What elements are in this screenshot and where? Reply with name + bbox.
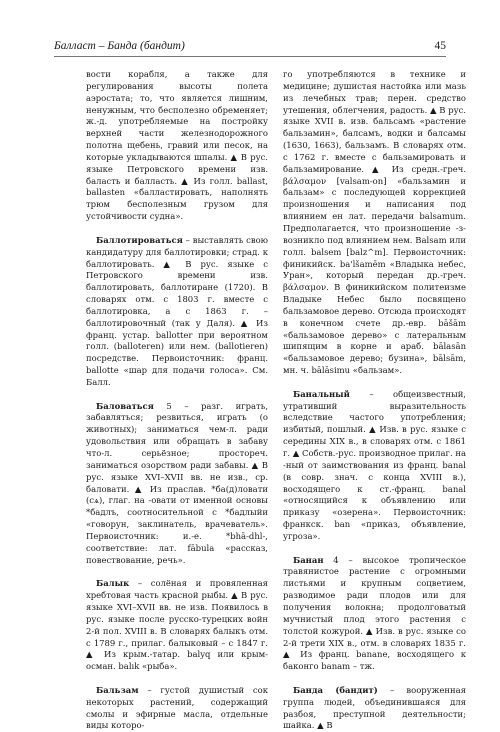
entry-text: 4 – высокое тропическое травянистое растение с огромными листьями и крупным соцветием, разводимое ради плодов или для получения волокна; продолговатый мучнистый плод этого растения с толстой кожурой. ▲ Изв. в рус. языке со 2-й трети XIX в., отм. в словарях 1835 г. ▲ Из франц. banane, восходящего к баконго banam – тж. <box>283 554 466 672</box>
dictionary-entry <box>86 401 268 567</box>
entry-text: – солёная и провяленная хребтовая часть красной рыбы. ▲ В рус. языке XVI–XVII вв. не изв. Появилось в рус. языке после русско-турецких войн 2-й пол. XVIII в. В словарях балыкъ отм. с 1789 г., прилаг. балыковый – с 1847 г. ▲ Из крым.-татар. balyq или крым-осман. balık «рыба». <box>86 578 268 672</box>
right-column <box>283 69 466 732</box>
dictionary-entry <box>86 685 268 732</box>
entry-text: – выставлять свою кандидатуру для баллотировки; страд. к баллотировать. ▲ В рус. языке с Петровского времени изв. баллотировать, баллотиране (1720). В словарях отм. с 1803 г. вместе с баллотировка, а с 1863 г. – баллотировочный (так у Даля). ▲ Из франц. устар. ballotter при вероятном голл. (balloteren) или нем. (ballotieren) посредстве. Первоисточник: франц. ballotte «шар для подачи голоса». См. Балл. <box>86 234 268 387</box>
dictionary-entry <box>283 685 466 732</box>
entry-headword: Балык <box>96 578 130 589</box>
entry-text: го употребляются в технике и медицине; душистая настойка или мазь из лечебных трав; перен. средство утешения, облегчения, радость. ▲ В рус. языке XVII в. изв. бальсамъ «растение бальзамин», балсамъ, водки и балсамы (1630, 1663), бальзамъ. В словарях отм. с 1762 г. вместе с бальзамировать и бальзамирование. ▲ Из средн.-греч. βάλσαμον [valsam-on] «бальзамин и бальзам» с последующей коррекцией произношения и написания под влиянием ен лат. передачи balsamum. Предполагается, что произношение -з- возникло под влиянием нем. Balsam или голл. balsem [balz^m]. Первоисточник: финикийск. ba'lšamēm «Владыка небес, Уран», который передан др.-греч. βάλσαμον. В финикийском политеизме Владыке Небес было посвящено бальзамовое дерево. Отсюда происходят в конечном счете др.-евр. bāšām «бальзамовое дерево» с латеральным шипящим в корне и араб. bālasān «бальзамовое дерево; бузина», bālsām, мн. ч. bālāsimu «бальзам». <box>283 69 466 376</box>
dictionary-entry <box>283 389 466 543</box>
entry-headword: Банан <box>293 554 324 565</box>
entry-text: – общеизвестный, утративший выразительность вследствие частого употребления; избитый, пошлый. ▲ Изв. в рус. языке с середины XIX в., в словарях отм. с 1861 г. ▲ Собств.-рус. производное прилаг. на -ный от заимствования из франц. banal (в совр. знач. с конца XVIII в.), восходящего к ст.-франц. banal «относящийся к объявлению или приказу «озерена». Первоисточник: франкск. ban «приказ, объявление, угроза». <box>283 388 466 541</box>
page-number: 45 <box>434 40 446 52</box>
dictionary-entry <box>283 555 466 673</box>
left-column <box>86 69 268 732</box>
entry-headword: Бальзам <box>96 684 139 695</box>
entry-text: вости корабля, а также для регулирования высоты полета аэростата; то, что является лишним, ненужным, что бесполезно обременяет; ж.-д. употребляемые на постройку верхней части железнодорожного полотна щебень, гравий или песок, на которые укладываются шпалы. ▲ В рус. языке Петровского времени изв. баласть и балласть. ▲ Из голл. ballast, ballasten «балластировать, наполнять трюм бесполезным грузом для устойчивости судна». <box>86 69 268 222</box>
entry-headword: Баловаться <box>96 400 154 411</box>
running-head-title: Балласт – Банда (бандит) <box>54 40 185 52</box>
entry-headword: Банальный <box>293 388 350 399</box>
running-header <box>54 40 446 57</box>
entry-text: – густой душистый сок некоторых растений, содержащий смолы и эфирные масла, отдельные виды которо- <box>86 684 268 731</box>
entry-continuation <box>283 69 466 377</box>
entry-headword: Банда (бандит) <box>293 684 378 695</box>
entry-text: 5 – разг. играть, забавляться; резвиться, играть (о животных); заниматься чем-л. ради удовольствия или обращать в забаву что-л. серьёзное; простореч. заниматься озорством ради забавы. ▲ В рус. языке XVI–XVII вв. не изв., ср. баловати. ▲ Из праслав. *ба(д)ловати (сѧ), глаг. на -овати от именной основы *бадлъ, соотносительной с *бадлыйи «говорун, заклинатель, врачеватель». Первоисточник: и.-е. *bhā-dhl-, соответствие: лат. fābula «рассказ, повествование, речь». <box>86 400 268 565</box>
entry-headword: Баллотироваться <box>96 234 183 245</box>
entry-continuation <box>86 69 268 223</box>
entry-text: – вооруженная группа людей, объединившаяся для разбоя, преступной деятельности; шайка. ▲ В <box>283 684 467 731</box>
dictionary-entry <box>86 235 268 389</box>
dictionary-entry <box>86 578 268 673</box>
